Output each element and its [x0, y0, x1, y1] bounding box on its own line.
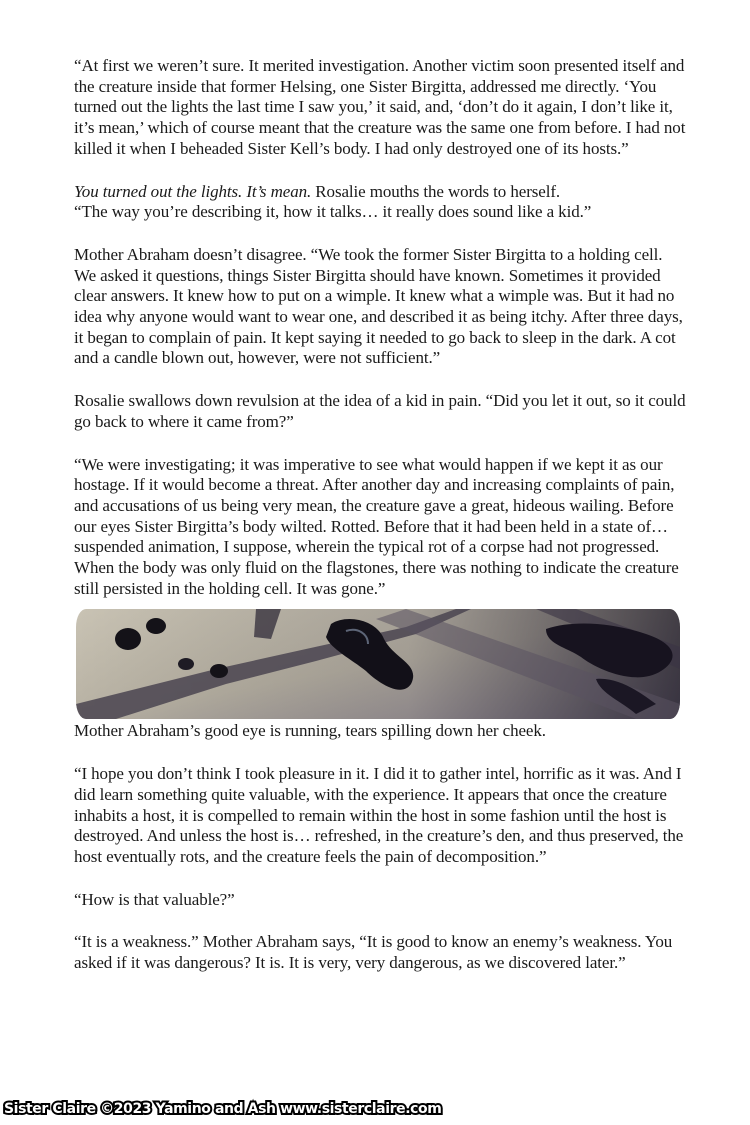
paragraph-weakness: “It is a weakness.” Mother Abraham says, “It is good to know an enemy’s weakness. You asked if it was dangerous? It is. It is very, very dangerous, as we discovered later.”: [74, 932, 673, 973]
paragraph-pleasure: “I hope you don’t think I took pleasure in it. I did it to gather intel, horrific as it was. And I did learn something quite valuable, with the experience. It appears that once the creature inhabits a host, it is compelled to remain within the host in some fashion until the host is destroyed. And unless the host is… refreshed, in the creature’s den, and thus preserved, the host eventually rots, and the creature feels the pain of decomposition.”: [74, 764, 684, 866]
paragraph-birgitta: “At first we weren’t sure. It merited investigation. Another victim soon presented itself and the creature inside that former Helsing, one Sister Birgitta, addressed me directly. ‘You turned out the lights the last time I saw you,’ it said, and, ‘don’t do it again, I don’t like it, it’s mean,’ which of course meant that the creature was the same one from before. I had not killed it when I beheaded Sister Kell’s body. I had only destroyed one of its hosts.”: [74, 56, 686, 158]
paragraph-rosalie-mouths: [74, 182, 686, 223]
copyright-footer: Sister Claire ©2023 Yamino and Ash www.sisterclaire.com: [4, 1101, 442, 1117]
rosalie-mouths-text: Rosalie mouths the words to herself.: [311, 181, 561, 201]
flagstones-illustration: [76, 609, 680, 719]
italic-quote: You turned out the lights. It’s mean.: [74, 181, 312, 201]
story-page: [74, 56, 686, 996]
paragraph-investigating: “We were investigating; it was imperative to see what would happen if we kept it as our hostage. If it would become a threat. After another day and increasing complaints of pain, and accusations of us being very mean, the creature gave a great, hideous wailing. Before our eyes Sister Birgitta’s body wilted. Rotted. Before that it had been held in a state of… suspended animation, I suppose, wherein the typical rot of a corpse had not progressed. When the body was only fluid on the flagstones, there was nothing to indicate the creature still persisted in the holding cell. It was gone.”: [74, 454, 679, 598]
comic-panel-flagstones: [76, 609, 680, 719]
rosalie-kid-quote: “The way you’re describing it, how it talks… it really does sound like a kid.”: [74, 202, 592, 222]
paragraph-valuable-question: “How is that valuable?”: [74, 889, 235, 909]
paragraph-revulsion: Rosalie swallows down revulsion at the idea of a kid in pain. “Did you let it out, so it could go back to where it came from?”: [74, 391, 686, 431]
paragraph-tears: Mother Abraham’s good eye is running, tears spilling down her cheek.: [74, 721, 546, 741]
paragraph-holding-cell: Mother Abraham doesn’t disagree. “We took the former Sister Birgitta to a holding cell. We asked it questions, things Sister Birgitta should have known. Sometimes it provided clear answers. It knew how to put on a wimple. It knew what a wimple was. But it had no idea why anyone would want to wear one, and described it as being itchy. After three days, it began to complain of pain. It kept saying it needed to go back to sleep in the dark. A cot and a candle blown out, however, were not sufficient.”: [74, 244, 683, 368]
